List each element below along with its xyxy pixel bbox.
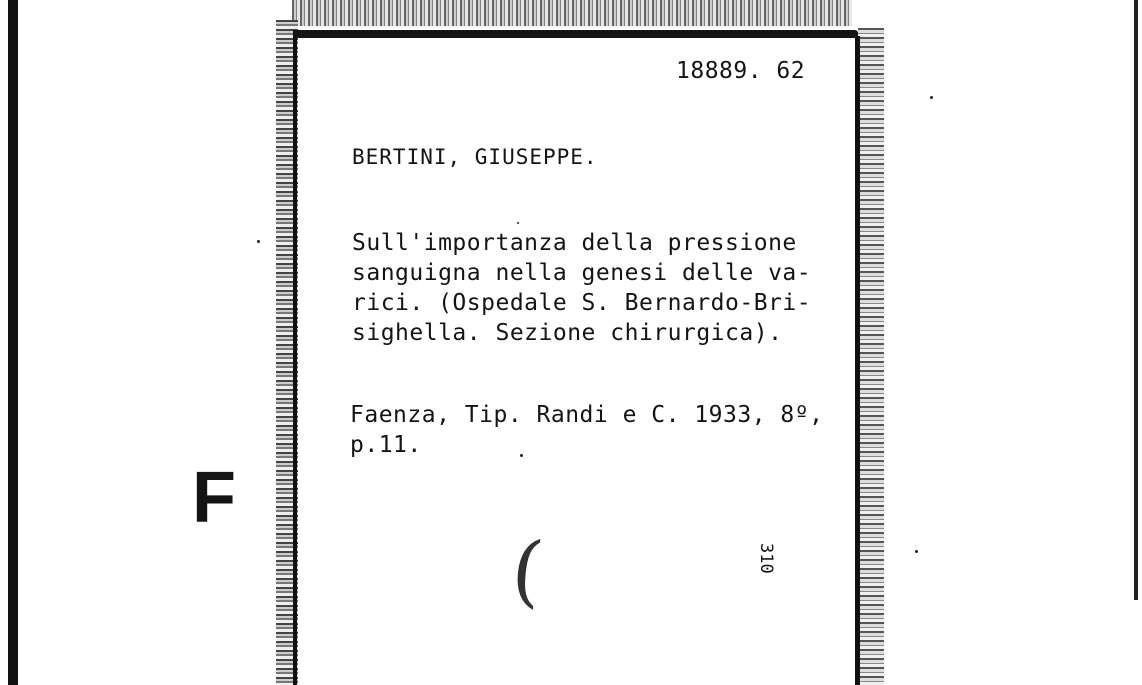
title-line: Sull'importanza della pressione	[352, 230, 797, 256]
ink-speck	[520, 454, 523, 457]
card-top-line	[295, 30, 858, 38]
ink-speck	[915, 550, 918, 553]
imprint-line: p.11.	[350, 432, 422, 458]
scan-left-edge	[8, 0, 18, 685]
card-top-edge	[292, 0, 852, 26]
title-line: rici. (Ospedale S. Bernardo-Bri-	[352, 290, 812, 316]
scan-right-edge	[1134, 0, 1138, 600]
accession-number: 18889. 62	[676, 58, 806, 84]
ink-speck	[257, 240, 260, 243]
stamp-mark: 310	[756, 543, 776, 574]
catalog-card	[298, 38, 854, 685]
title-line: sighella. Sezione chirurgica).	[352, 320, 783, 346]
card-left-line	[293, 30, 297, 685]
title-line: sanguigna nella genesi delle va-	[352, 260, 812, 286]
ink-speck	[517, 222, 519, 224]
author-heading: BERTINI, GIUSEPPE.	[352, 145, 598, 169]
margin-letter: F	[192, 458, 236, 538]
card-right-shadow	[858, 28, 884, 685]
pencil-mark: (	[507, 524, 548, 618]
ink-speck	[930, 96, 933, 99]
card-right-line	[855, 36, 860, 685]
imprint-line: Faenza, Tip. Randi e C. 1933, 8º,	[350, 402, 824, 428]
